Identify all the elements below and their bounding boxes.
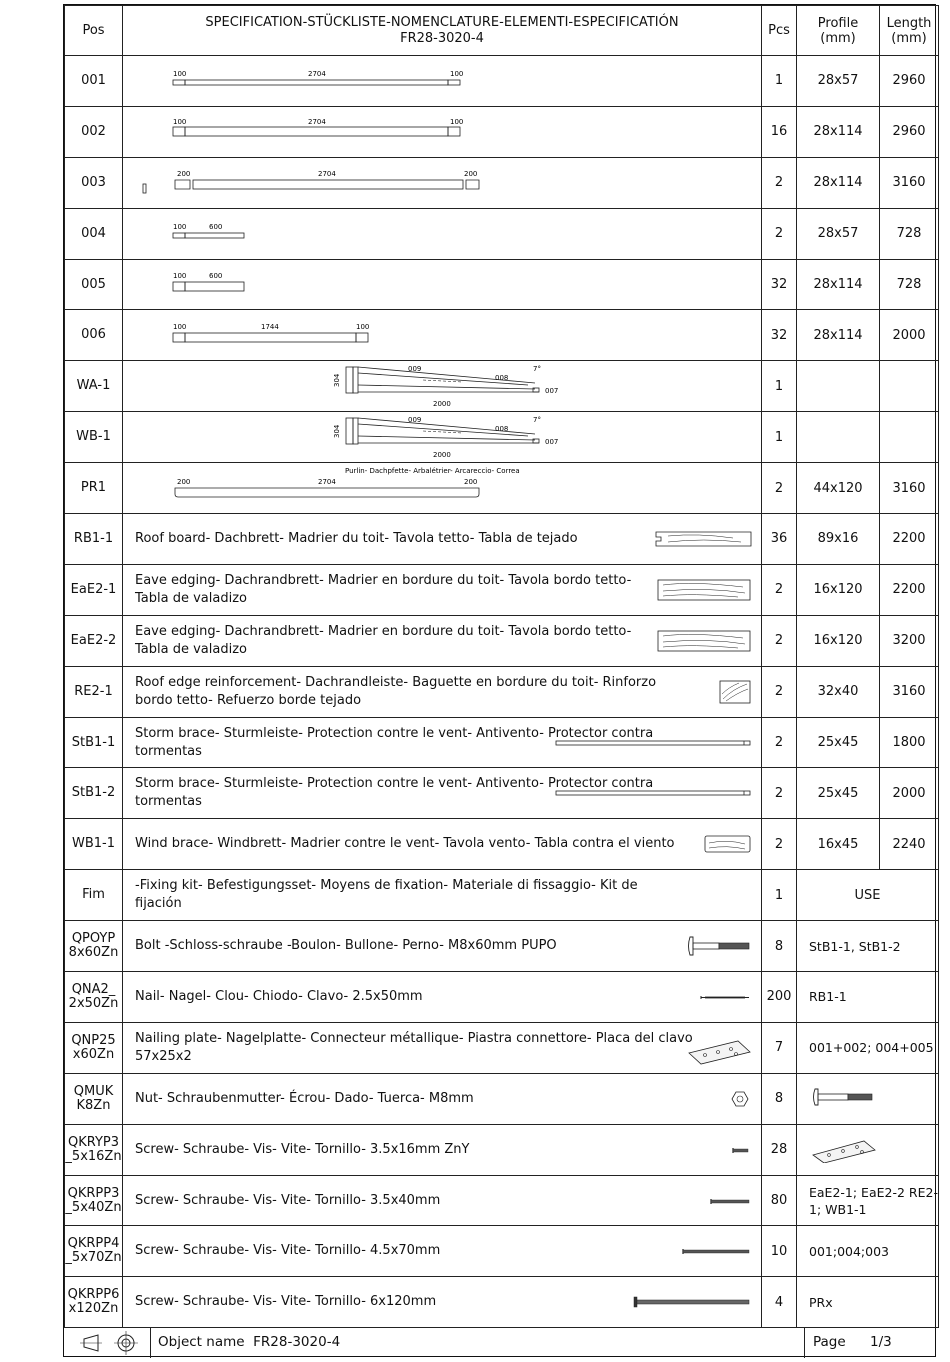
use-header: USE bbox=[797, 870, 939, 921]
description-cell bbox=[123, 870, 762, 921]
table-row bbox=[65, 412, 939, 463]
dim-label: 008 bbox=[495, 425, 509, 434]
header-profile bbox=[797, 6, 880, 56]
eave-board-icon bbox=[123, 565, 761, 615]
table-row bbox=[65, 157, 939, 208]
row-length bbox=[880, 361, 939, 412]
table-header bbox=[65, 6, 939, 56]
part-drawing-cell bbox=[123, 310, 762, 361]
row-pcs: 1 bbox=[762, 361, 797, 412]
row-description: Screw- Schraube- Vis- Vite- Tornillo- 6x120mm bbox=[135, 1294, 437, 1310]
row-pcs: 1 bbox=[762, 56, 797, 107]
row-description: Eave edging- Dachrandbrett- Madrier en bordure du toit- Tavola bordo tetto- Tabla de valadizo bbox=[135, 623, 632, 657]
row-profile bbox=[797, 361, 880, 412]
row-description: Eave edging- Dachrandbrett- Madrier en bordure du toit- Tavola bordo tetto- Tabla de valadizo bbox=[135, 572, 632, 606]
dim-label: 200 bbox=[464, 169, 478, 178]
description-cell bbox=[123, 819, 762, 870]
description-cell bbox=[123, 1175, 762, 1226]
table-row bbox=[65, 768, 939, 819]
dim-label: 2704 bbox=[308, 117, 326, 126]
row-pos: QMUK K8Zn bbox=[65, 1073, 123, 1124]
dim-label: 2704 bbox=[318, 478, 336, 487]
part-drawing-cell bbox=[123, 157, 762, 208]
reinforcement-icon bbox=[123, 667, 761, 717]
nailing-plate-icon bbox=[809, 1133, 889, 1163]
row-pcs: 2 bbox=[762, 717, 797, 768]
table-row bbox=[65, 208, 939, 259]
row-pos: RB1-1 bbox=[65, 514, 123, 565]
purlin-caption: Purlin- Dachpfette- Arbalétrier- Arcareccio- Correa bbox=[345, 467, 520, 476]
table-row bbox=[65, 870, 939, 921]
dim-label: 200 bbox=[177, 169, 191, 178]
title-block bbox=[64, 1327, 934, 1358]
row-length: 3200 bbox=[880, 615, 939, 666]
row-profile: 16x45 bbox=[797, 819, 880, 870]
nail-icon bbox=[123, 972, 761, 1022]
row-pcs: 2 bbox=[762, 157, 797, 208]
dim-label: 200 bbox=[464, 478, 478, 487]
row-length: 2960 bbox=[880, 106, 939, 157]
block-drawing bbox=[123, 209, 761, 259]
beam-drawing bbox=[123, 107, 761, 157]
storm-brace-icon bbox=[123, 768, 761, 818]
row-description: Wind brace- Windbrett- Madrier contre le vent- Tavola vento- Tabla contra el viento bbox=[135, 836, 675, 852]
row-length: 3160 bbox=[880, 666, 939, 717]
row-description: Screw- Schraube- Vis- Vite- Tornillo- 3.5x40mm bbox=[135, 1192, 441, 1208]
row-pcs: 32 bbox=[762, 259, 797, 310]
dim-label: 100 bbox=[450, 70, 464, 78]
row-pcs: 2 bbox=[762, 819, 797, 870]
row-pos: QPOYP 8x60Zn bbox=[65, 921, 123, 972]
table-row bbox=[65, 921, 939, 972]
row-description: Storm brace- Sturmleiste- Protection contre le vent- Antivento- Protector contra tormentas bbox=[135, 776, 654, 810]
row-pos: QNA2_ 2x50Zn bbox=[65, 972, 123, 1023]
block-drawing bbox=[123, 260, 761, 310]
row-profile: 28x114 bbox=[797, 259, 880, 310]
row-pos: StB1-2 bbox=[65, 768, 123, 819]
row-length bbox=[880, 412, 939, 463]
nut-icon bbox=[123, 1074, 761, 1124]
row-use-image bbox=[797, 1073, 939, 1124]
description-cell bbox=[123, 514, 762, 565]
dim-label: 600 bbox=[209, 271, 223, 280]
row-length: 728 bbox=[880, 259, 939, 310]
row-pos: RE2-1 bbox=[65, 666, 123, 717]
part-drawing-cell bbox=[123, 106, 762, 157]
table-row bbox=[65, 514, 939, 565]
dim-label: 100 bbox=[173, 70, 187, 78]
dim-label: 100 bbox=[173, 222, 187, 231]
table-row bbox=[65, 463, 939, 514]
row-profile: 89x16 bbox=[797, 514, 880, 565]
header-length bbox=[880, 6, 939, 56]
truss-drawing bbox=[123, 361, 761, 411]
row-description: Bolt -Schloss-schraube -Boulon- Bullone- Perno- M8x60mm PUPO bbox=[135, 938, 557, 954]
row-description: Screw- Schraube- Vis- Vite- Tornillo- 4.5x70mm bbox=[135, 1243, 441, 1259]
beam-drawing bbox=[123, 56, 761, 106]
wind-brace-icon bbox=[123, 819, 761, 869]
row-description: Nail- Nagel- Clou- Chiodo- Clavo- 2.5x50mm bbox=[135, 988, 423, 1004]
dim-label: 100 bbox=[173, 323, 187, 332]
part-drawing-cell bbox=[123, 412, 762, 463]
row-pcs: 28 bbox=[762, 1124, 797, 1175]
purlin-drawing bbox=[123, 463, 761, 513]
row-use: EaE2-1; EaE2-2 RE2-1; WB1-1 bbox=[797, 1175, 939, 1226]
row-pos: StB1-1 bbox=[65, 717, 123, 768]
row-length: 3160 bbox=[880, 157, 939, 208]
row-use-image bbox=[797, 1124, 939, 1175]
row-description: -Fixing kit- Befestigungsset- Moyens de fixation- Materiale di fissaggio- Kit de fijación bbox=[135, 878, 638, 912]
table-row bbox=[65, 259, 939, 310]
table-row bbox=[65, 1226, 939, 1277]
row-pcs: 2 bbox=[762, 208, 797, 259]
description-cell bbox=[123, 564, 762, 615]
row-description: Roof edge reinforcement- Dachrandleiste- Baguette en bordure du toit- Rinforzo bordo tetto- Refuerzo borde tejado bbox=[135, 674, 657, 708]
row-length: 2000 bbox=[880, 768, 939, 819]
row-profile: 28x114 bbox=[797, 310, 880, 361]
row-description: Nailing plate- Nagelplatte- Connecteur métallique- Piastra connettore- Placa del clavo 57x25x2 bbox=[135, 1030, 693, 1064]
description-cell bbox=[123, 768, 762, 819]
row-pcs: 7 bbox=[762, 1022, 797, 1073]
header-pcs: Pcs bbox=[762, 6, 797, 56]
description-cell bbox=[123, 1022, 762, 1073]
part-drawing-cell bbox=[123, 361, 762, 412]
dim-label: 2704 bbox=[318, 169, 336, 178]
dim-label: 007 bbox=[545, 387, 559, 396]
row-use: 001+002; 004+005 bbox=[797, 1022, 939, 1073]
row-pos: EaE2-2 bbox=[65, 615, 123, 666]
row-pcs: 200 bbox=[762, 972, 797, 1023]
dim-label: 009 bbox=[408, 416, 422, 425]
row-description: Roof board- Dachbrett- Madrier du toit- Tavola tetto- Tabla de tejado bbox=[135, 530, 578, 546]
lag-screw-icon bbox=[123, 1277, 761, 1327]
row-pcs: 2 bbox=[762, 564, 797, 615]
row-length: 3160 bbox=[880, 463, 939, 514]
storm-brace-icon bbox=[123, 718, 761, 768]
beam-drawing bbox=[123, 158, 761, 208]
row-pcs: 8 bbox=[762, 921, 797, 972]
dim-label: 008 bbox=[495, 374, 509, 383]
row-profile: 28x57 bbox=[797, 56, 880, 107]
table-row bbox=[65, 819, 939, 870]
row-use: 001;004;003 bbox=[797, 1226, 939, 1277]
row-length: 2960 bbox=[880, 56, 939, 107]
row-pcs: 10 bbox=[762, 1226, 797, 1277]
page-indicator bbox=[804, 1328, 935, 1358]
projection-symbol bbox=[64, 1328, 151, 1358]
object-name-label: Object name bbox=[158, 1334, 245, 1350]
row-pcs: 1 bbox=[762, 870, 797, 921]
row-use: RB1-1 bbox=[797, 972, 939, 1023]
header-title bbox=[123, 6, 762, 56]
bolt-icon bbox=[809, 1082, 889, 1112]
dim-label: 600 bbox=[209, 222, 223, 231]
row-profile: 32x40 bbox=[797, 666, 880, 717]
page-label: Page bbox=[813, 1334, 846, 1350]
row-pos: 004 bbox=[65, 208, 123, 259]
row-use: StB1-1, StB1-2 bbox=[797, 921, 939, 972]
row-description: Nut- Schraubenmutter- Écrou- Dado- Tuerca- M8mm bbox=[135, 1090, 474, 1106]
row-profile: 25x45 bbox=[797, 717, 880, 768]
row-pos: QNP25 x60Zn bbox=[65, 1022, 123, 1073]
description-cell bbox=[123, 1124, 762, 1175]
row-pcs: 8 bbox=[762, 1073, 797, 1124]
screw-icon bbox=[123, 1176, 761, 1226]
dim-label: 009 bbox=[408, 365, 422, 374]
table-row bbox=[65, 361, 939, 412]
header-title-line1: SPECIFICATION-STÜCKLISTE-NOMENCLATURE-ELEMENTI-ESPECIFICATIÓN bbox=[205, 14, 679, 30]
bolt-icon bbox=[123, 921, 761, 971]
table-row bbox=[65, 310, 939, 361]
object-name bbox=[158, 1334, 340, 1350]
table-row bbox=[65, 564, 939, 615]
object-name-value: FR28-3020-4 bbox=[253, 1334, 341, 1350]
row-pos: 001 bbox=[65, 56, 123, 107]
row-profile: 44x120 bbox=[797, 463, 880, 514]
row-pcs: 32 bbox=[762, 310, 797, 361]
dim-label: 100 bbox=[356, 323, 370, 332]
table-row bbox=[65, 615, 939, 666]
row-pcs: 2 bbox=[762, 463, 797, 514]
row-use: PRx bbox=[797, 1277, 939, 1328]
header-length-line1: Length bbox=[886, 15, 932, 31]
table-row bbox=[65, 56, 939, 107]
description-cell bbox=[123, 1277, 762, 1328]
row-pcs: 36 bbox=[762, 514, 797, 565]
part-drawing-cell bbox=[123, 56, 762, 107]
dim-label: 007 bbox=[545, 438, 559, 447]
header-length-line2: (mm) bbox=[891, 30, 927, 46]
dim-label: 7° bbox=[533, 365, 541, 374]
row-profile: 25x45 bbox=[797, 768, 880, 819]
table-row bbox=[65, 1022, 939, 1073]
nailing-plate-icon bbox=[123, 1023, 761, 1073]
row-profile: 28x114 bbox=[797, 106, 880, 157]
header-title-line2: FR28-3020-4 bbox=[400, 30, 484, 46]
row-profile: 28x114 bbox=[797, 157, 880, 208]
row-profile bbox=[797, 412, 880, 463]
row-pos: 005 bbox=[65, 259, 123, 310]
header-profile-line1: Profile bbox=[817, 15, 859, 31]
row-pos: Fim bbox=[65, 870, 123, 921]
row-pos: QKRPP4 _5x70Zn bbox=[65, 1226, 123, 1277]
row-description: Screw- Schraube- Vis- Vite- Tornillo- 3.5x16mm ZnY bbox=[135, 1141, 470, 1157]
table-row bbox=[65, 717, 939, 768]
row-pcs: 80 bbox=[762, 1175, 797, 1226]
description-cell bbox=[123, 1226, 762, 1277]
row-pos: WA-1 bbox=[65, 361, 123, 412]
row-pos: EaE2-1 bbox=[65, 564, 123, 615]
description-cell bbox=[123, 1073, 762, 1124]
dim-label: 2000 bbox=[433, 451, 451, 460]
dim-label: 304 bbox=[333, 424, 341, 439]
row-pos: 002 bbox=[65, 106, 123, 157]
description-cell bbox=[123, 972, 762, 1023]
row-pcs: 4 bbox=[762, 1277, 797, 1328]
dim-label: 7° bbox=[533, 416, 541, 425]
table-row bbox=[65, 1277, 939, 1328]
table-row bbox=[65, 1175, 939, 1226]
row-profile: 16x120 bbox=[797, 564, 880, 615]
row-pos: QKRPP6 x120Zn bbox=[65, 1277, 123, 1328]
part-drawing-cell bbox=[123, 259, 762, 310]
table-row bbox=[65, 1124, 939, 1175]
eave-board-icon bbox=[123, 616, 761, 666]
row-length: 2240 bbox=[880, 819, 939, 870]
page-number: 1/3 bbox=[870, 1334, 892, 1350]
third-angle-projection-icon bbox=[64, 1328, 150, 1358]
row-pos: 003 bbox=[65, 157, 123, 208]
truss-drawing bbox=[123, 412, 761, 462]
table-row bbox=[65, 972, 939, 1023]
row-pos: WB1-1 bbox=[65, 819, 123, 870]
header-profile-line2: (mm) bbox=[820, 30, 856, 46]
short-screw-icon bbox=[123, 1125, 761, 1175]
row-pos: QKRYP3 _5x16Zn bbox=[65, 1124, 123, 1175]
description-cell bbox=[123, 615, 762, 666]
beam-drawing bbox=[123, 310, 761, 360]
row-pcs: 2 bbox=[762, 666, 797, 717]
row-length: 1800 bbox=[880, 717, 939, 768]
row-pos: PR1 bbox=[65, 463, 123, 514]
dim-label: 1744 bbox=[261, 323, 279, 332]
part-drawing-cell bbox=[123, 208, 762, 259]
row-pos: QKRPP3 _5x40Zn bbox=[65, 1175, 123, 1226]
row-pos: WB-1 bbox=[65, 412, 123, 463]
dim-label: 304 bbox=[333, 373, 341, 388]
description-cell bbox=[123, 717, 762, 768]
dim-label: 100 bbox=[450, 117, 464, 126]
row-pcs: 2 bbox=[762, 768, 797, 819]
table-row bbox=[65, 1073, 939, 1124]
table-row bbox=[65, 666, 939, 717]
dim-label: 200 bbox=[177, 478, 191, 487]
dim-label: 100 bbox=[173, 117, 187, 126]
dim-label: 100 bbox=[173, 271, 187, 280]
row-pcs: 1 bbox=[762, 412, 797, 463]
specification-sheet bbox=[63, 4, 936, 1357]
row-pos: 006 bbox=[65, 310, 123, 361]
specification-table bbox=[64, 5, 939, 1328]
row-profile: 16x120 bbox=[797, 615, 880, 666]
header-pos: Pos bbox=[65, 6, 123, 56]
long-screw-icon bbox=[123, 1226, 761, 1276]
dim-label: 2000 bbox=[433, 400, 451, 409]
row-length: 2200 bbox=[880, 514, 939, 565]
table-row bbox=[65, 106, 939, 157]
dim-label: 2704 bbox=[308, 70, 326, 78]
description-cell bbox=[123, 921, 762, 972]
row-length: 2000 bbox=[880, 310, 939, 361]
row-length: 728 bbox=[880, 208, 939, 259]
roof-board-icon bbox=[123, 514, 761, 564]
row-pcs: 16 bbox=[762, 106, 797, 157]
row-profile: 28x57 bbox=[797, 208, 880, 259]
row-description: Storm brace- Sturmleiste- Protection contre le vent- Antivento- Protector contra tormentas bbox=[135, 725, 654, 759]
part-drawing-cell bbox=[123, 463, 762, 514]
row-pcs: 2 bbox=[762, 615, 797, 666]
row-length: 2200 bbox=[880, 564, 939, 615]
description-cell bbox=[123, 666, 762, 717]
